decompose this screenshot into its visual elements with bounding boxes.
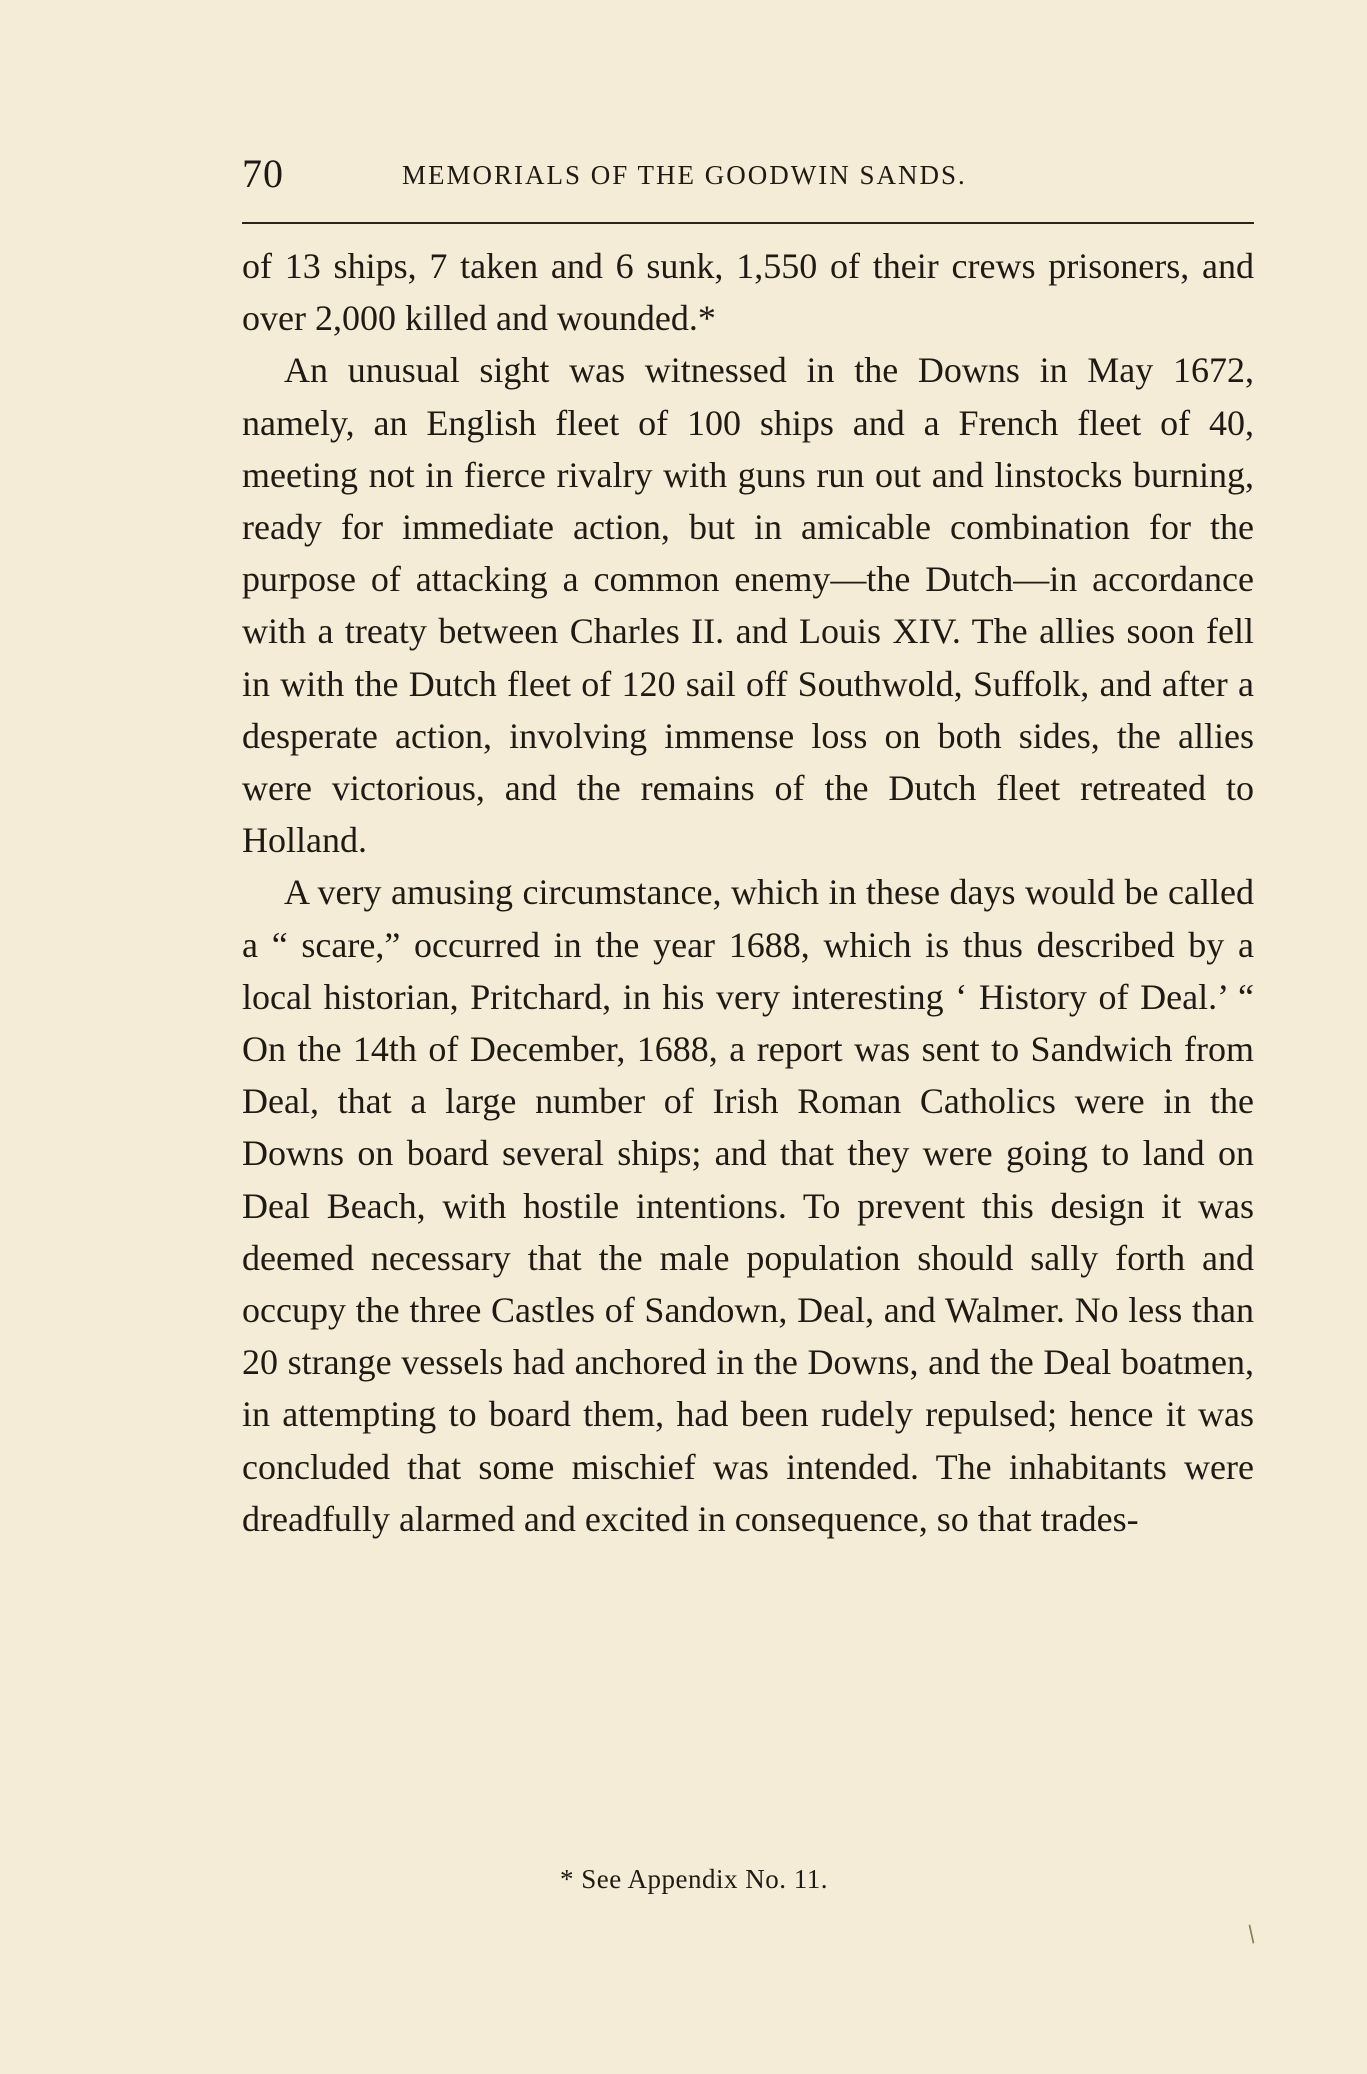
page-header xyxy=(242,150,1252,210)
body-text xyxy=(242,240,1254,1545)
pencil-mark: / xyxy=(1242,1921,1262,1948)
page-number: 70 xyxy=(242,151,284,196)
header-rule xyxy=(242,222,1254,224)
paragraph-1: of 13 ships, 7 taken and 6 sunk, 1,550 of their crews prisoners, and over 2,000 killed and wounded.* xyxy=(242,246,1254,339)
footnote: * See Appendix No. 11. xyxy=(560,1864,828,1894)
paragraph-2: An unusual sight was witnessed in the Downs in May 1672, namely, an English fleet of 100 ships and a French fleet of 40, meeting not in fierce rivalry with guns run out and linstocks burning, ready for immediate action, but in amicable combination for the purpose of attacking a common enemy—the Dutch—in accordance with a treaty between Charles II. and Louis XIV. The allies soon fell in with the Dutch fleet of 120 sail off Southwold, Suffolk, and after a desperate action, involving immense loss on both sides, the allies were victorious, and the remains of the Dutch fleet retreated to Holland. xyxy=(242,350,1254,861)
paragraph-3: A very amusing circumstance, which in these days would be called a “ scare,” occurred in the year 1688, which is thus described by a local historian, Pritchard, in his very interesting ‘ History of Deal.’ “ On the 14th of December, 1688, a report was sent to Sandwich from Deal, that a large number of Irish Roman Catholics were in the Downs on board several ships; and that they were going to land on Deal Beach, with hostile intentions. To prevent this design it was deemed necessary that the male population should sally forth and occupy the three Castles of Sandown, Deal, and Walmer. No less than 20 strange vessels had anchored in the Downs, and the Deal boatmen, in attempting to board them, had been rudely repulsed; hence it was concluded that some mischief was intended. The inhabitants were dreadfully alarmed and excited in consequence, so that trades- xyxy=(242,872,1254,1539)
running-title: MEMORIALS OF THE GOODWIN SANDS. xyxy=(402,160,967,190)
